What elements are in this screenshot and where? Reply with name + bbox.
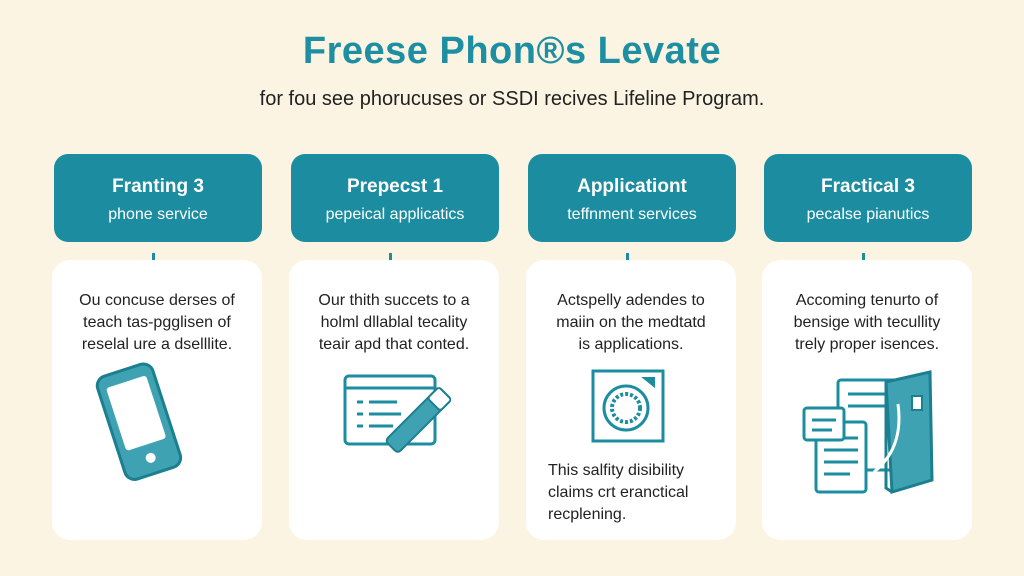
step-title-2: Prepecst 1 [346,176,444,197]
step-header-3 [528,154,736,242]
text-line: bensige with tecullity [793,314,941,331]
text-line: Actspelly adendes to [557,292,705,309]
step-subtitle-1: phone service [108,206,208,223]
step-card-3 [526,260,736,540]
step-title-1: Franting 3 [112,176,204,197]
step-description-3 [540,290,722,356]
step-subtitle-3: teffnment services [567,206,697,223]
step-header-1 [54,154,262,242]
text-line: teach tas-pgglisen of [83,314,231,331]
step-subtitle-4: pecalse pianutics [806,206,930,223]
step-header-2 [291,154,499,242]
step-card-2 [289,260,499,540]
text-line: claims crt eranctical [548,484,689,501]
text-line: Ou concuse derses of [79,292,235,309]
step-column-2 [291,154,499,540]
text-line: This salfity disibility [548,462,685,479]
step-description-1 [66,290,248,356]
step-subtitle-2: pepeical applicatics [325,206,465,223]
page-subtitle: for fou see phorucuses or SSDI recives Lifeline Program. [259,88,765,110]
text-line: holml dllablal tecality [320,314,468,331]
step-title-4: Fractical 3 [821,176,915,197]
step-column-4 [764,154,972,540]
application-form-icon [341,368,451,458]
smartphone-icon [88,360,188,485]
step-note-3 [548,460,718,526]
text-line: trely proper isences. [794,336,940,353]
text-line: teair apd that conted. [318,336,470,353]
step-column-1 [54,154,262,540]
text-line: recplening. [548,506,627,523]
step-title-3: Applicationt [577,176,687,197]
text-line: maiin on the medtatd [556,314,706,331]
step-header-4 [764,154,972,242]
page-title: Freese Phon®s Levate [302,30,722,72]
step-column-3 [528,154,736,540]
text-line: is applications. [578,336,684,353]
step-description-4 [776,290,958,356]
step-description-2 [303,290,485,356]
text-line: Accoming tenurto of [795,292,939,309]
documents-folder-icon [802,368,942,498]
step-card-4 [762,260,972,540]
text-line: reselal ure a dselllite. [81,336,233,353]
certificate-seal-icon [590,368,666,444]
step-card-1 [52,260,262,540]
text-line: Our thith succets to a [318,292,470,309]
